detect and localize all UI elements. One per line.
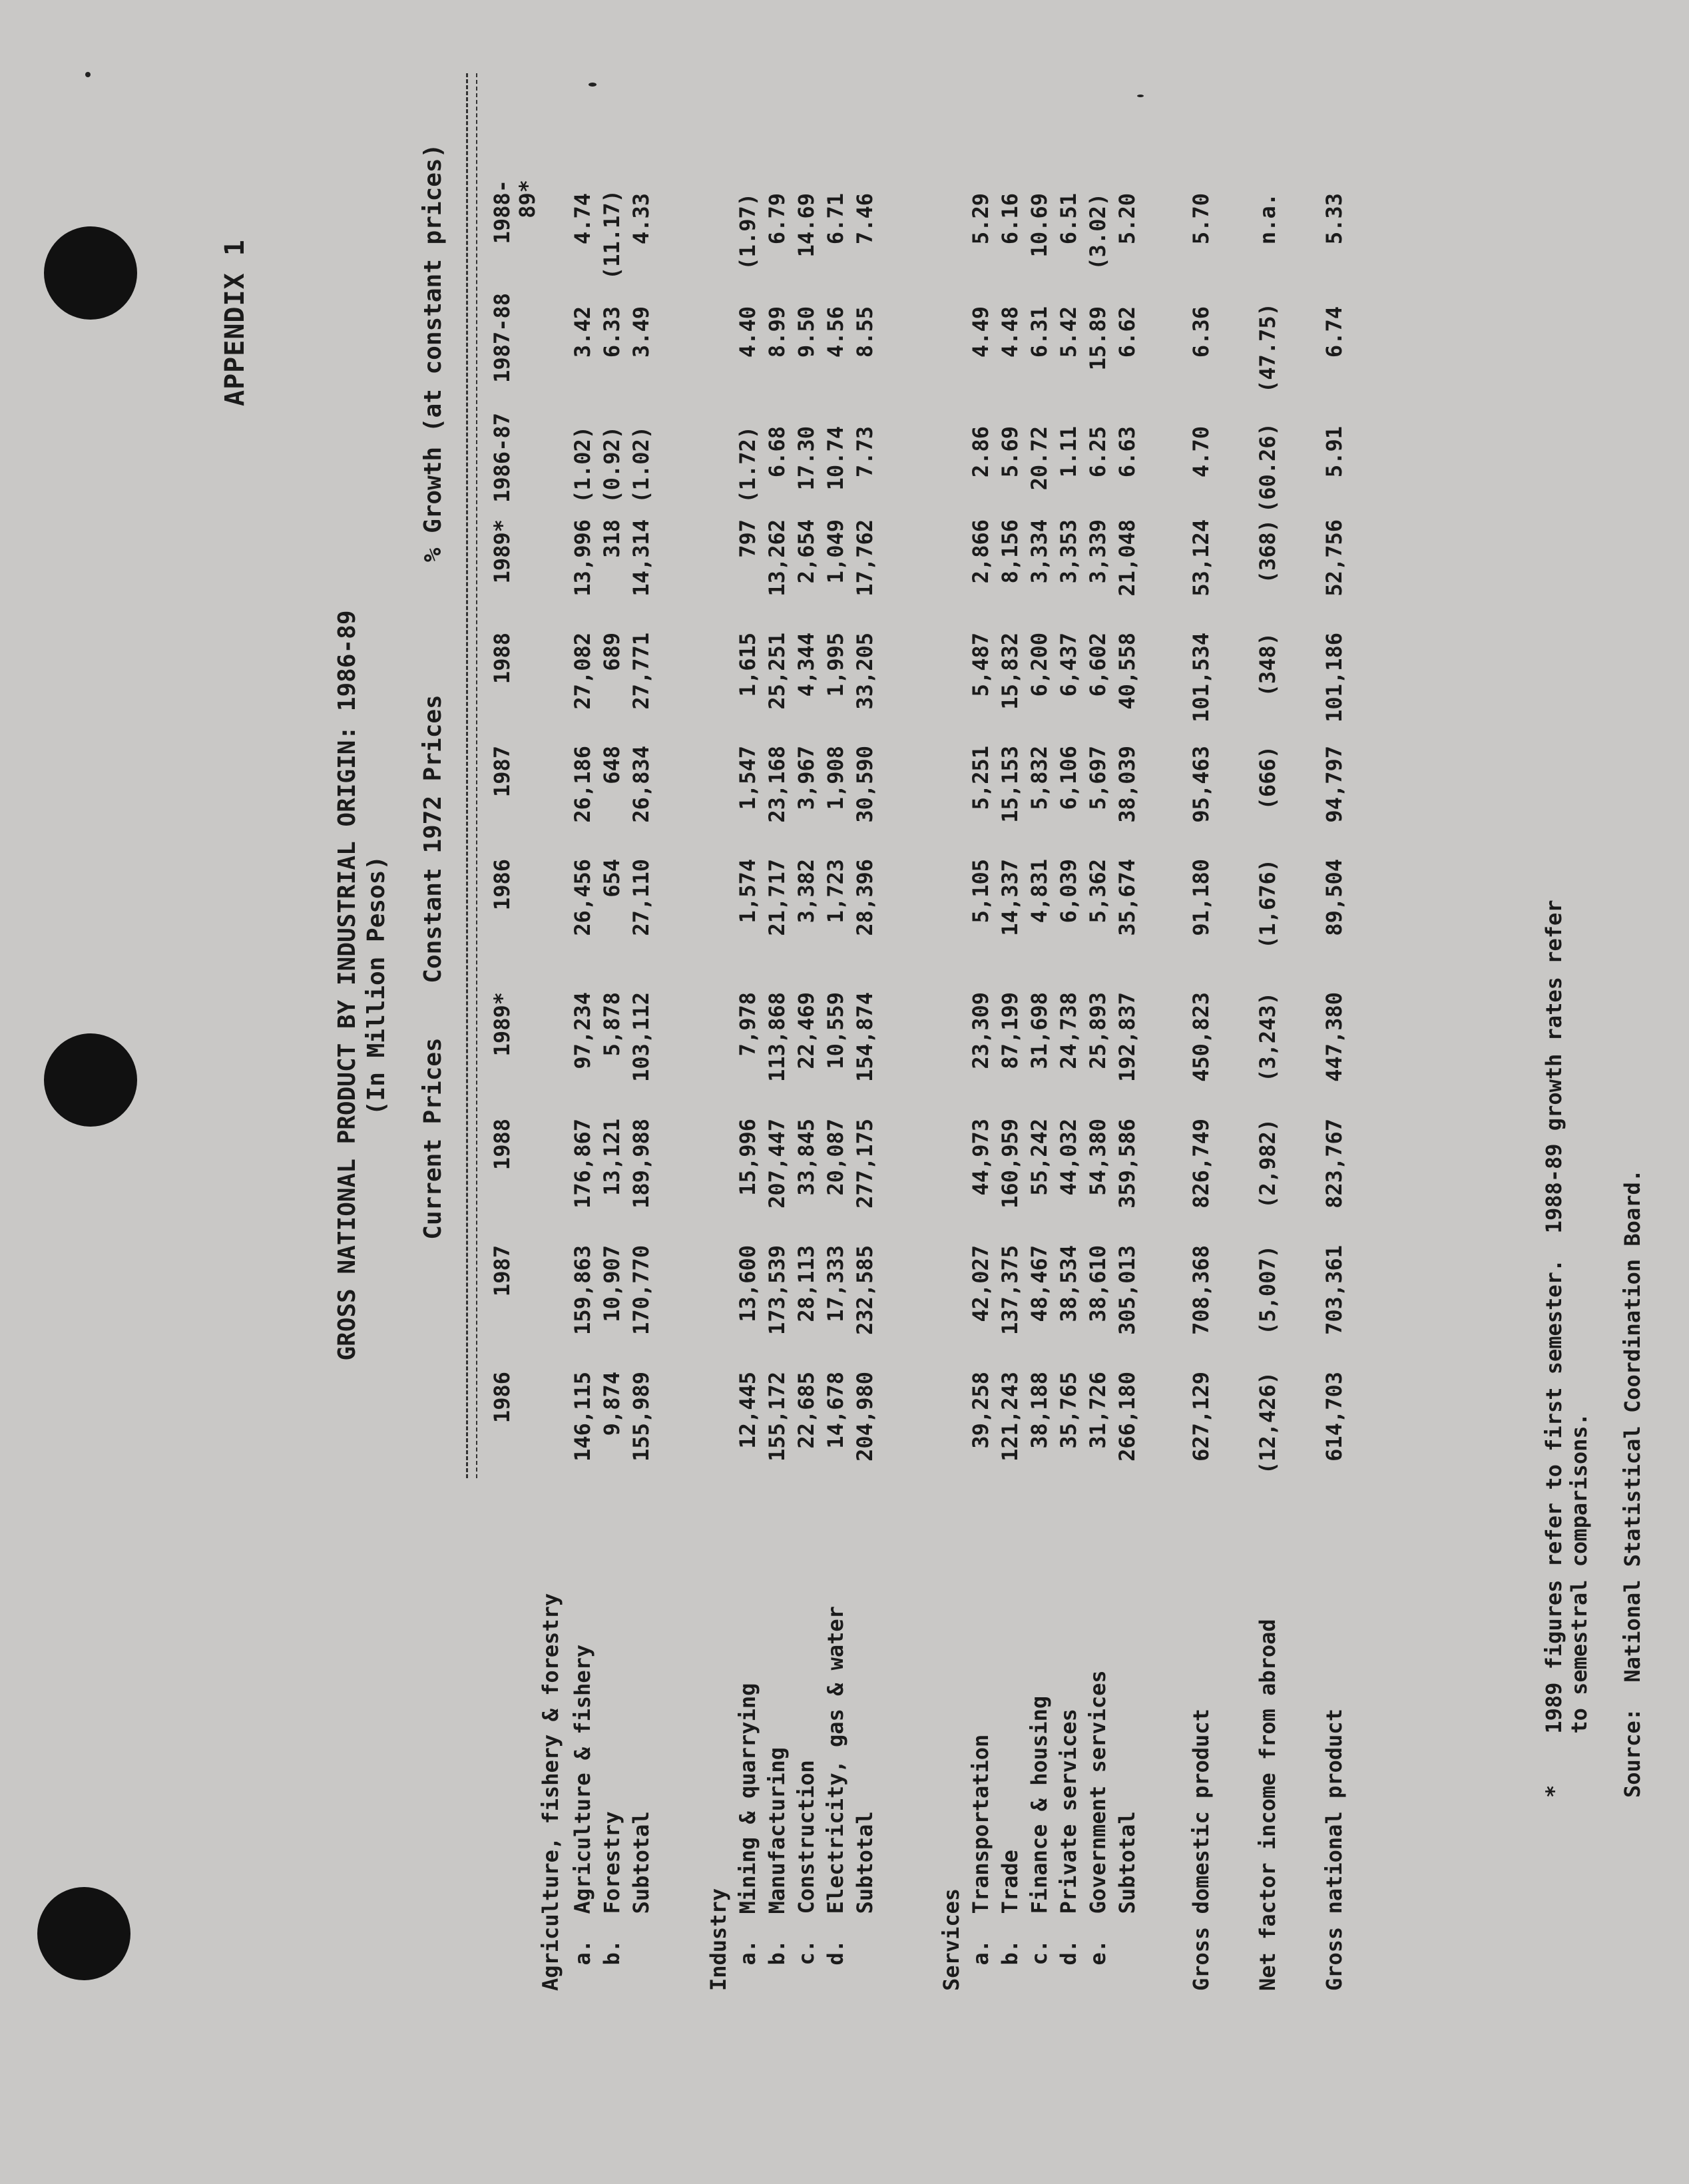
table-cell: 6.63: [1114, 426, 1140, 478]
table-cell: (12,426): [1255, 1372, 1280, 1475]
table-cell: n.a.: [1255, 193, 1280, 245]
table-cell: 6.79: [764, 193, 790, 245]
title-line: GROSS NATIONAL PRODUCT BY INDUSTRIAL ORIGIN: 1986-89: [334, 610, 361, 1361]
source-note: Source: National Statistical Coordination Board.: [1620, 1169, 1645, 1798]
table-cell: 4.33: [628, 193, 654, 245]
table-cell: 103,112: [628, 992, 654, 1082]
table-cell: 26,456: [570, 859, 595, 936]
table-cell: 4.70: [1188, 426, 1214, 478]
table-cell: 14.69: [794, 193, 819, 258]
appendix-label: APPENDIX 1: [220, 239, 250, 406]
table-cell: 318: [599, 519, 624, 558]
subtitle-line: (In Million Pesos): [363, 855, 390, 1116]
table-cell: 266,180: [1114, 1372, 1140, 1462]
table-cell: 9.50: [794, 306, 819, 358]
year-header: 1988-89*: [489, 180, 540, 244]
table-cell: 55,242: [1027, 1119, 1052, 1196]
table-cell: 13,996: [570, 519, 595, 597]
table-cell: 189,988: [628, 1119, 654, 1209]
row-label: d. Private services: [1056, 1709, 1081, 1991]
table-cell: 1,723: [823, 859, 848, 924]
table-cell: 101,186: [1322, 633, 1347, 722]
table-cell: 53,124: [1188, 519, 1214, 597]
table-cell: 6,106: [1056, 746, 1081, 810]
table-cell: 204,980: [852, 1372, 877, 1462]
table-cell: (47.75): [1255, 303, 1280, 393]
table-cell: (1.02): [628, 426, 654, 503]
table-cell: (0.92): [599, 426, 624, 503]
table-cell: 826,749: [1188, 1119, 1214, 1209]
table-cell: 2,654: [794, 519, 819, 584]
table-cell: 17.30: [794, 426, 819, 491]
table-cell: 14,337: [997, 859, 1023, 936]
table-cell: 31,698: [1027, 992, 1052, 1069]
table-cell: 7,978: [735, 992, 760, 1057]
table-cell: 5,105: [968, 859, 993, 924]
table-cell: 797: [735, 519, 760, 558]
row-label: Services: [939, 1888, 964, 1991]
row-label: c. Construction: [794, 1760, 819, 1991]
table-cell: 6,039: [1056, 859, 1081, 924]
table-cell: 703,361: [1322, 1245, 1347, 1335]
table-cell: (1.72): [735, 426, 760, 503]
row-label: a. Agriculture & fishery: [570, 1644, 595, 1991]
row-label: b. Manufacturing: [764, 1747, 790, 1991]
table-cell: 20.72: [1027, 426, 1052, 491]
table-cell: 4.74: [570, 193, 595, 245]
row-label: c. Finance & housing: [1027, 1695, 1052, 1991]
row-label: Gross domestic product: [1188, 1709, 1214, 1991]
table-cell: (3.02): [1085, 193, 1110, 270]
table-cell: (1,676): [1255, 859, 1280, 949]
table-cell: 1,547: [735, 746, 760, 810]
table-cell: 44,032: [1056, 1119, 1081, 1196]
table-cell: 159,863: [570, 1245, 595, 1335]
table-cell: 10.74: [823, 426, 848, 491]
year-header: 1989*: [489, 992, 515, 1057]
table-cell: 6,200: [1027, 633, 1052, 697]
table-cell: 10,559: [823, 992, 848, 1069]
table-cell: (1.97): [735, 193, 760, 270]
year-header: 1988: [489, 1119, 515, 1171]
header-rule: [476, 73, 477, 1478]
table-cell: (1.02): [570, 426, 595, 503]
table-cell: 1,574: [735, 859, 760, 924]
table-cell: 447,380: [1322, 992, 1347, 1082]
table-cell: 24,738: [1056, 992, 1081, 1069]
table-cell: 113,868: [764, 992, 790, 1082]
table-cell: 359,586: [1114, 1119, 1140, 1209]
table-cell: 25,251: [764, 633, 790, 710]
table-cell: 15,153: [997, 746, 1023, 823]
table-cell: 89,504: [1322, 859, 1347, 936]
table-cell: 154,874: [852, 992, 877, 1082]
table-cell: 5.42: [1056, 306, 1081, 358]
table-cell: 5.69: [997, 426, 1023, 478]
group-header-growth: % Growth (at constant prices): [419, 143, 447, 563]
table-cell: 97,234: [570, 992, 595, 1069]
table-cell: 121,243: [997, 1372, 1023, 1462]
table-cell: 33,845: [794, 1119, 819, 1196]
row-label: Agriculture, fishery & forestry: [538, 1593, 563, 1991]
table-cell: 170,770: [628, 1245, 654, 1335]
table-cell: 14,314: [628, 519, 654, 597]
table-title: [333, 519, 391, 1452]
table-cell: 33,205: [852, 633, 877, 710]
table-cell: 15,996: [735, 1119, 760, 1196]
row-label: b. Trade: [997, 1850, 1023, 1991]
table-cell: 173,539: [764, 1245, 790, 1335]
year-header: 1987-88: [489, 293, 515, 383]
table-cell: 20,087: [823, 1119, 848, 1196]
table-cell: 6,602: [1085, 633, 1110, 697]
table-cell: 8.99: [764, 306, 790, 358]
table-cell: 94,797: [1322, 746, 1347, 823]
row-label: a. Transportation: [968, 1734, 993, 1991]
group-rule: [466, 73, 468, 1478]
year-header: 1986-87: [489, 413, 515, 503]
table-cell: (5,007): [1255, 1245, 1280, 1335]
table-cell: 4.48: [997, 306, 1023, 358]
table-cell: 21,717: [764, 859, 790, 936]
table-cell: 22,685: [794, 1372, 819, 1449]
table-cell: 155,989: [628, 1372, 654, 1462]
table-cell: 1,615: [735, 633, 760, 697]
table-cell: 28,396: [852, 859, 877, 936]
table-cell: 176,867: [570, 1119, 595, 1209]
table-cell: 5.91: [1322, 426, 1347, 478]
year-header: 1987: [489, 746, 515, 798]
table-cell: 27,082: [570, 633, 595, 710]
row-label: Subtotal: [852, 1811, 877, 1991]
row-label: b. Forestry: [599, 1811, 624, 1991]
table-cell: 3.42: [570, 306, 595, 358]
table-cell: (2,982): [1255, 1119, 1280, 1209]
table-cell: 146,115: [570, 1372, 595, 1462]
year-header: 1989*: [489, 519, 515, 584]
table-cell: 1,995: [823, 633, 848, 697]
table-cell: 3,334: [1027, 519, 1052, 584]
row-label: Net factor income from abroad: [1255, 1619, 1280, 1991]
table-cell: 23,168: [764, 746, 790, 823]
table-cell: 155,172: [764, 1372, 790, 1462]
row-label: Gross national product: [1322, 1709, 1347, 1991]
table-cell: 450,823: [1188, 992, 1214, 1082]
table-cell: 13,121: [599, 1119, 624, 1196]
table-cell: 54,380: [1085, 1119, 1110, 1196]
table-cell: 6.68: [764, 426, 790, 478]
table-cell: 15.89: [1085, 306, 1110, 371]
table-cell: 1,049: [823, 519, 848, 584]
table-cell: 6.33: [599, 306, 624, 358]
table-cell: 21,048: [1114, 519, 1140, 597]
table-cell: 1,908: [823, 746, 848, 810]
row-label: e. Government services: [1085, 1670, 1110, 1991]
table-cell: 4,831: [1027, 859, 1052, 924]
table-cell: (348): [1255, 633, 1280, 697]
row-label: Industry: [706, 1888, 731, 1991]
row-label: Subtotal: [1114, 1811, 1140, 1991]
table-cell: 5,832: [1027, 746, 1052, 810]
table-cell: 4,344: [794, 633, 819, 697]
table-cell: 27,110: [628, 859, 654, 936]
row-label: d. Electricity, gas & water: [823, 1606, 848, 1991]
table-cell: 5,487: [968, 633, 993, 697]
table-cell: 91,180: [1188, 859, 1214, 936]
table-cell: 5,697: [1085, 746, 1110, 810]
group-header-current: Current Prices: [419, 1037, 447, 1240]
table-cell: 305,013: [1114, 1245, 1140, 1335]
table-cell: 6,437: [1056, 633, 1081, 697]
table-cell: 614,703: [1322, 1372, 1347, 1462]
year-header: 1986: [489, 1372, 515, 1424]
table-cell: 13,262: [764, 519, 790, 597]
table-cell: 26,186: [570, 746, 595, 823]
table-cell: 3.49: [628, 306, 654, 358]
table-cell: 26,834: [628, 746, 654, 823]
table-cell: (368): [1255, 519, 1280, 584]
table-cell: 3,353: [1056, 519, 1081, 584]
table-cell: 648: [599, 746, 624, 784]
table-cell: 95,463: [1188, 746, 1214, 823]
table-cell: 31,726: [1085, 1372, 1110, 1449]
table-cell: 7.73: [852, 426, 877, 478]
table-cell: 8,156: [997, 519, 1023, 584]
table-cell: 12,445: [735, 1372, 760, 1449]
table-cell: 207,447: [764, 1119, 790, 1209]
table-cell: 28,113: [794, 1245, 819, 1322]
table-cell: (3,243): [1255, 992, 1280, 1082]
table-cell: 30,590: [852, 746, 877, 823]
table-cell: 38,188: [1027, 1372, 1052, 1449]
table-cell: 6.51: [1056, 193, 1081, 245]
table-cell: 38,610: [1085, 1245, 1110, 1322]
table-cell: 7.46: [852, 193, 877, 245]
table-cell: 2,866: [968, 519, 993, 584]
table-cell: 23,309: [968, 992, 993, 1069]
table-cell: 25,893: [1085, 992, 1110, 1069]
table-cell: 654: [599, 859, 624, 898]
year-header: 1987: [489, 1245, 515, 1297]
table-cell: 3,339: [1085, 519, 1110, 584]
table-cell: (11.17): [599, 190, 624, 280]
group-header-constant: Constant 1972 Prices: [419, 694, 447, 983]
table-cell: 5.20: [1114, 193, 1140, 245]
table-cell: 5.70: [1188, 193, 1214, 245]
year-header: 1988: [489, 633, 515, 684]
table-cell: 35,765: [1056, 1372, 1081, 1449]
year-header: 1986: [489, 859, 515, 911]
table-cell: 2.86: [968, 426, 993, 478]
table-cell: 689: [599, 633, 624, 671]
table-cell: 42,027: [968, 1245, 993, 1322]
table-cell: 35,674: [1114, 859, 1140, 936]
table-cell: 14,678: [823, 1372, 848, 1449]
table-cell: 22,469: [794, 992, 819, 1069]
table-cell: 192,837: [1114, 992, 1140, 1082]
table-cell: 13,600: [735, 1245, 760, 1322]
table-cell: 1.11: [1056, 426, 1081, 478]
table-cell: 823,767: [1322, 1119, 1347, 1209]
table-cell: 38,534: [1056, 1245, 1081, 1322]
table-cell: 17,762: [852, 519, 877, 597]
table-cell: 627,129: [1188, 1372, 1214, 1462]
table-cell: 232,585: [852, 1245, 877, 1335]
table-cell: 39,258: [968, 1372, 993, 1449]
table-cell: 6.25: [1085, 426, 1110, 478]
table-cell: 6.31: [1027, 306, 1052, 358]
table-cell: 3,382: [794, 859, 819, 924]
table-cell: 6.74: [1322, 306, 1347, 358]
footnote: * 1989 figures refer to first semester. 1988-89 growth rates refer to semestral comparisons.: [1541, 900, 1592, 1798]
table-cell: 4.49: [968, 306, 993, 358]
table-cell: 10,907: [599, 1245, 624, 1322]
table-cell: (666): [1255, 746, 1280, 810]
table-cell: 48,467: [1027, 1245, 1052, 1322]
table-cell: 44,973: [968, 1119, 993, 1196]
table-cell: (60.26): [1255, 423, 1280, 513]
table-cell: 8.55: [852, 306, 877, 358]
table-cell: 9,874: [599, 1372, 624, 1436]
table-cell: 6.62: [1114, 306, 1140, 358]
table-cell: 5,362: [1085, 859, 1110, 924]
table-cell: 160,959: [997, 1119, 1023, 1209]
table-cell: 3,967: [794, 746, 819, 810]
table-cell: 40,558: [1114, 633, 1140, 710]
table-cell: 87,199: [997, 992, 1023, 1069]
table-cell: 277,175: [852, 1119, 877, 1209]
table-cell: 27,771: [628, 633, 654, 710]
table-cell: 137,375: [997, 1245, 1023, 1335]
table-cell: 15,832: [997, 633, 1023, 710]
table-cell: 10.69: [1027, 193, 1052, 258]
row-label: Subtotal: [628, 1811, 654, 1991]
table-cell: 5,251: [968, 746, 993, 810]
table-cell: 6.36: [1188, 306, 1214, 358]
table-cell: 4.40: [735, 306, 760, 358]
table-cell: 708,368: [1188, 1245, 1214, 1335]
table-cell: 6.16: [997, 193, 1023, 245]
table-cell: 5,878: [599, 992, 624, 1057]
table-cell: 5.29: [968, 193, 993, 245]
row-label: a. Mining & quarrying: [735, 1683, 760, 1991]
table-cell: 5.33: [1322, 193, 1347, 245]
table-cell: 52,756: [1322, 519, 1347, 597]
table-cell: 101,534: [1188, 633, 1214, 722]
table-cell: 6.71: [823, 193, 848, 245]
table-cell: 17,333: [823, 1245, 848, 1322]
table-cell: 4.56: [823, 306, 848, 358]
table-cell: 38,039: [1114, 746, 1140, 823]
